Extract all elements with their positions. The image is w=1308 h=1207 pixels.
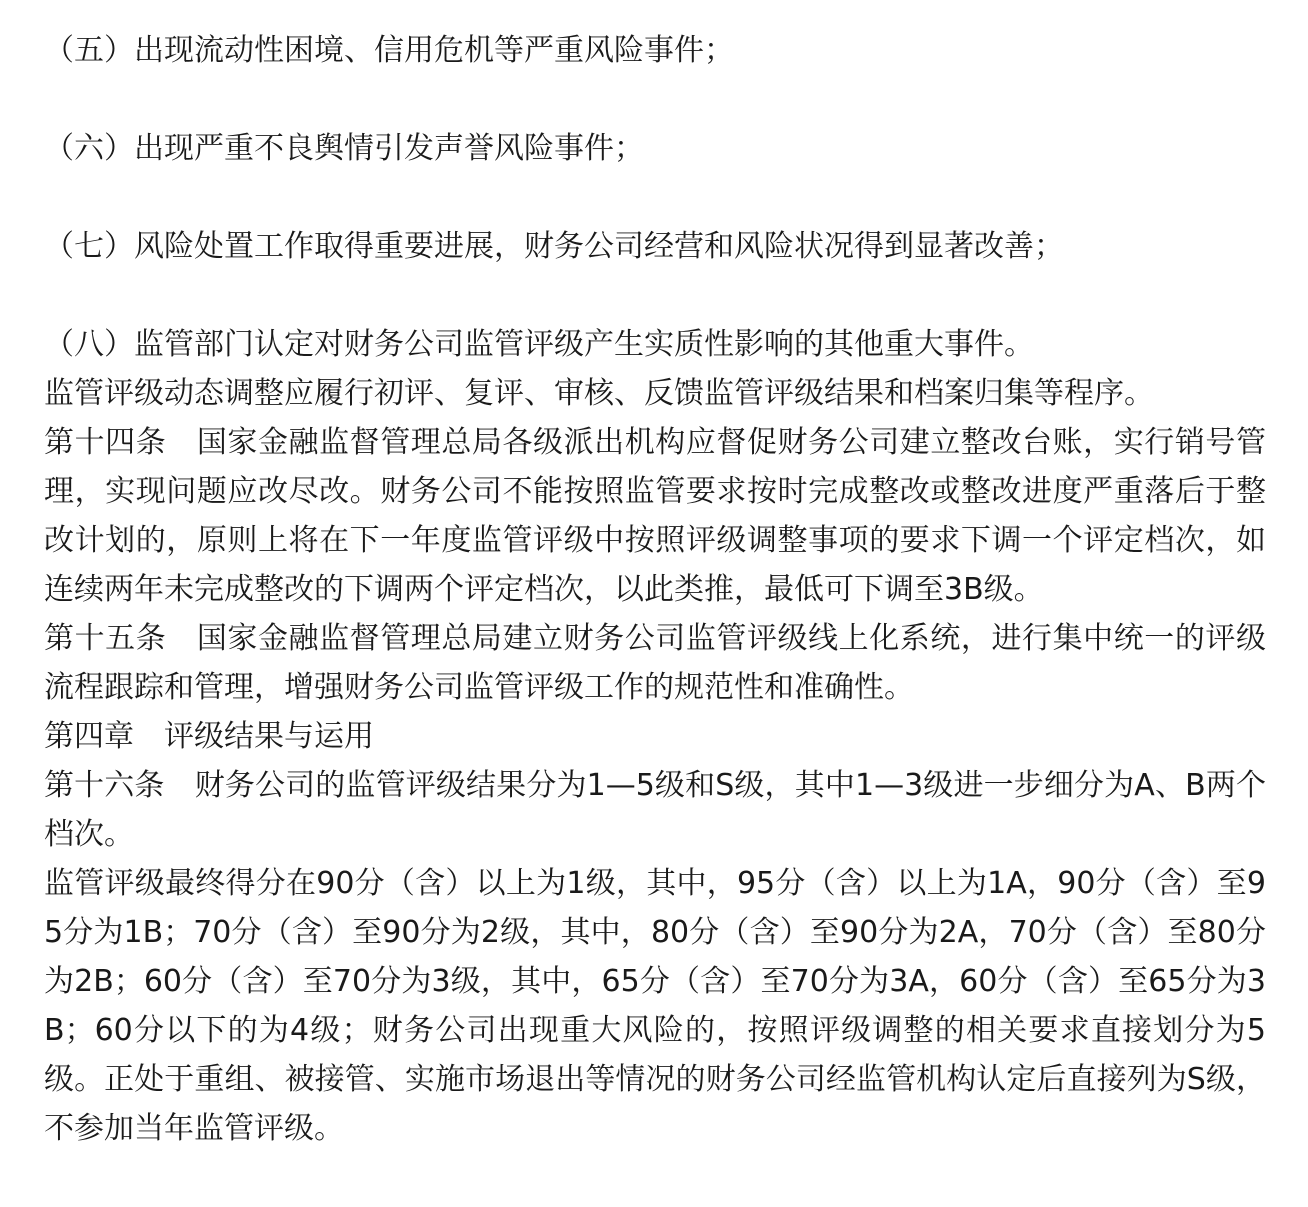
- list-item: （八）监管部门认定对财务公司监管评级产生实质性影响的其他重大事件。: [44, 327, 1034, 362]
- chapter-heading: 第四章 评级结果与运用: [44, 719, 374, 754]
- list-item: （六）出现严重不良舆情引发声誉风险事件；: [44, 131, 644, 166]
- paragraph-score-levels: 监管评级最终得分在90分（含）以上为1级，其中，95分（含）以上为1A，90分（含）至95分为1B；70分（含）至90分为2级，其中，80分（含）至90分为2A，70分（含）至80分为2B；60分（含）至70分为3级，其中，65分（含）至70分为3A，60分（含）至65分为3B；60分以下的为4级；财务公司出现重大风险的，按照评级调整的相关要求直接划分为5级。正处于重组、被接管、实施市场退出等情况的财务公司经监管机构认定后直接列为S级，不参加当年监管评级。: [44, 866, 1266, 1146]
- document-body: [44, 26, 1266, 1153]
- article-16: 第十六条 财务公司的监管评级结果分为1—5级和S级，其中1—3级进一步细分为A、B两个档次。: [44, 768, 1266, 852]
- paragraph-adjustment-procedure: 监管评级动态调整应履行初评、复评、审核、反馈监管评级结果和档案归集等程序。: [44, 376, 1154, 411]
- list-item: （五）出现流动性困境、信用危机等严重风险事件；: [44, 33, 734, 68]
- article-15: 第十五条 国家金融监督管理总局建立财务公司监管评级线上化系统，进行集中统一的评级流程跟踪和管理，增强财务公司监管评级工作的规范性和准确性。: [44, 621, 1266, 705]
- article-14: 第十四条 国家金融监督管理总局各级派出机构应督促财务公司建立整改台账，实行销号管理，实现问题应改尽改。财务公司不能按照监管要求按时完成整改或整改进度严重落后于整改计划的，原则上将在下一年度监管评级中按照评级调整事项的要求下调一个评定档次，如连续两年未完成整改的下调两个评定档次，以此类推，最低可下调至3B级。: [44, 425, 1266, 607]
- list-item: （七）风险处置工作取得重要进展，财务公司经营和风险状况得到显著改善；: [44, 229, 1064, 264]
